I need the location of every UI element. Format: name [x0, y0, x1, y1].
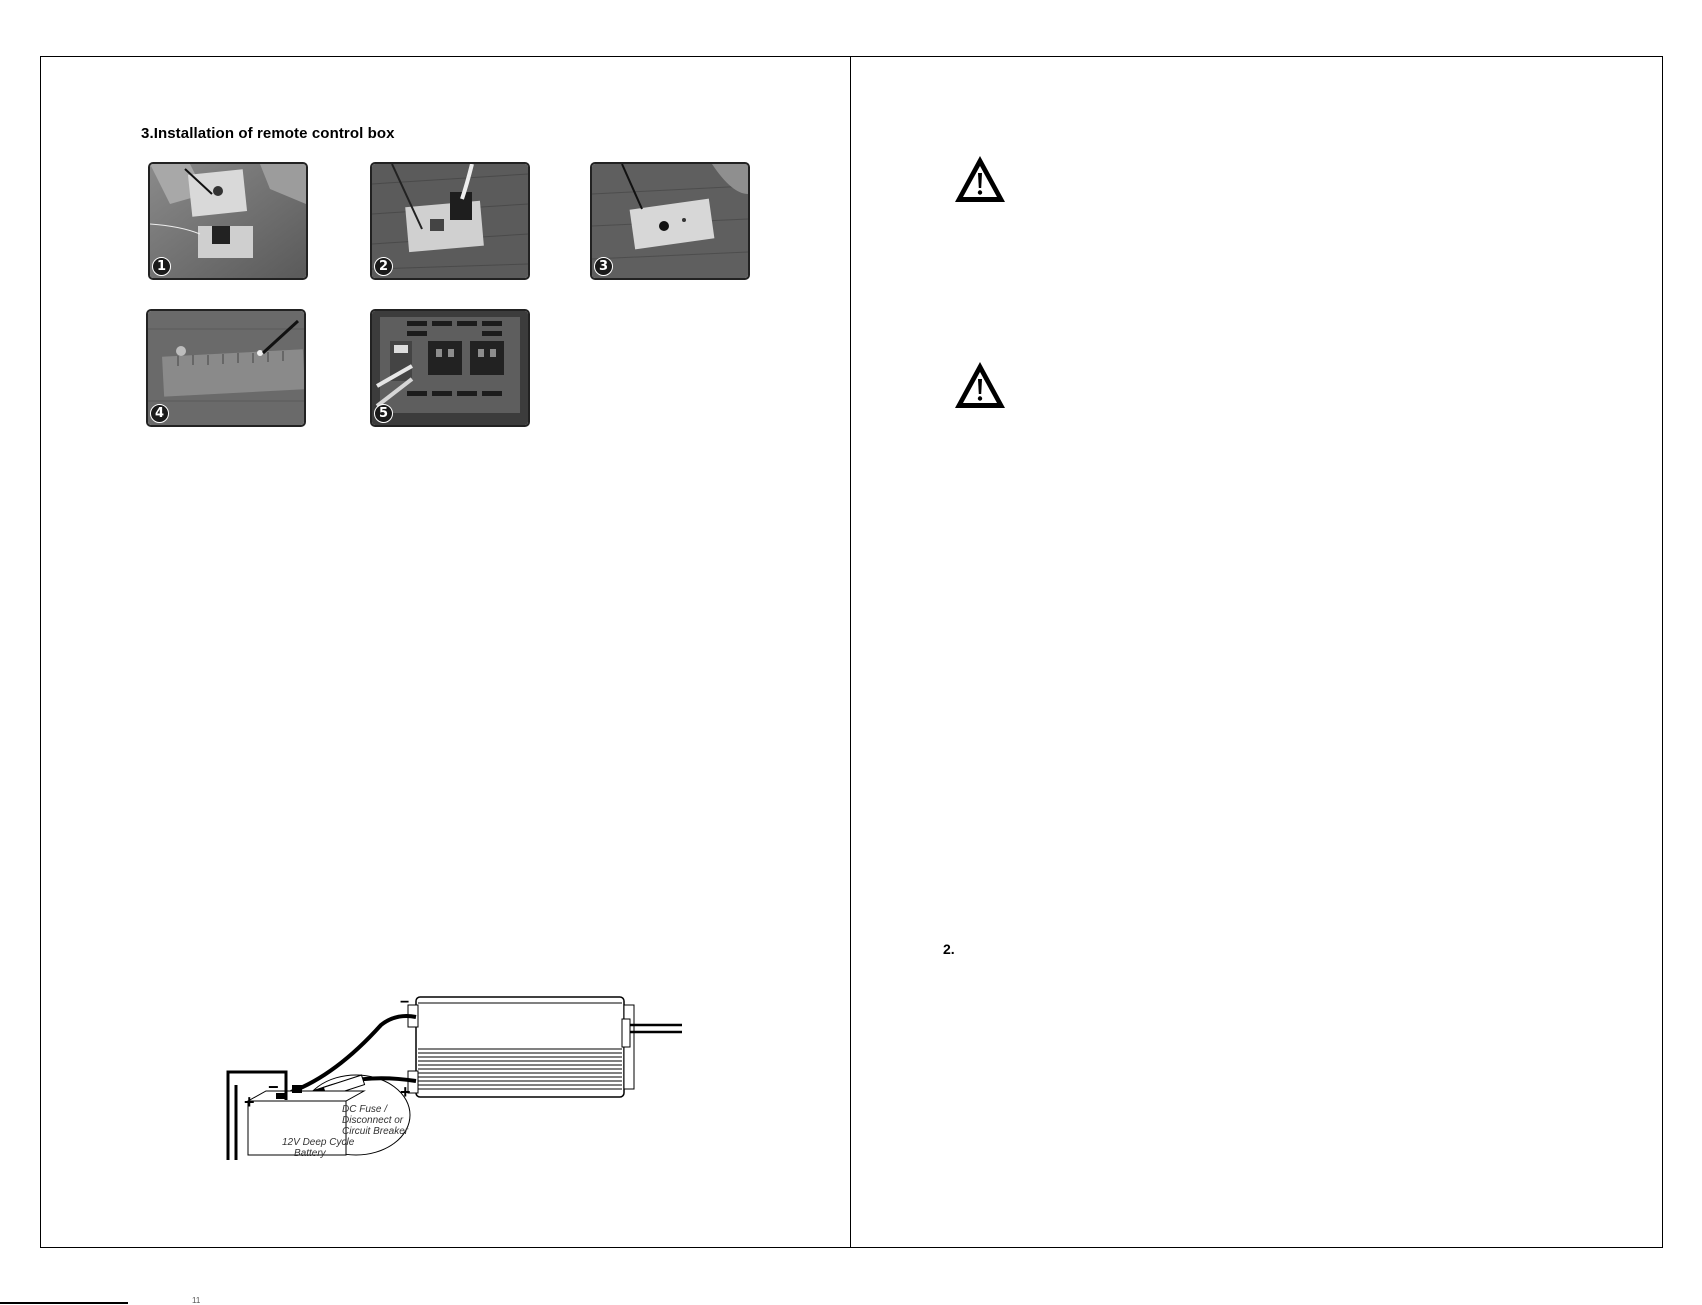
fuse-label-line-2: Disconnect or [342, 1115, 404, 1126]
step-number-badge: 3 [594, 257, 613, 276]
step-photo-2 [370, 162, 530, 280]
battery-positive-label: + [244, 1092, 255, 1112]
step-photo-1 [148, 162, 308, 280]
inverter-battery-wiring-diagram [196, 985, 756, 1235]
battery-label-line-1: 12V Deep Cycle [282, 1137, 355, 1148]
left-page [40, 56, 851, 1248]
section-title: 3.Installation of remote control box [141, 125, 395, 142]
footer-rule [0, 1302, 128, 1304]
warning-triangle-icon [952, 153, 1008, 205]
step-number-badge: 4 [150, 404, 169, 423]
photo-inverter-panel-icon [372, 311, 528, 425]
warning-triangle-icon [952, 359, 1008, 411]
step-number-badge: 2 [374, 257, 393, 276]
inverter-body [416, 997, 624, 1097]
right-page [850, 56, 1663, 1248]
inverter-positive-label: + [400, 1082, 411, 1102]
battery-label-line-2: Battery [294, 1148, 326, 1159]
step-photo-4 [146, 309, 306, 427]
fuse-label-line-3: Circuit Breaker [342, 1126, 409, 1137]
step-number-badge: 5 [374, 404, 393, 423]
photo-remote-box-open-icon [150, 164, 306, 278]
step-photo-5 [370, 309, 530, 427]
inverter-negative-label: − [400, 994, 410, 1011]
section-number: 2. [943, 941, 955, 957]
fuse-label-line-1: DC Fuse / [342, 1104, 388, 1115]
photo-wire-connection-icon [372, 164, 528, 278]
step-photo-3 [590, 162, 750, 280]
photo-remote-box-closed-icon [592, 164, 748, 278]
step-number-badge: 1 [152, 257, 171, 276]
battery-negative-label: − [268, 1077, 279, 1097]
photo-ruler-measure-icon [148, 311, 304, 425]
footer-mark: 11 [192, 1296, 201, 1305]
